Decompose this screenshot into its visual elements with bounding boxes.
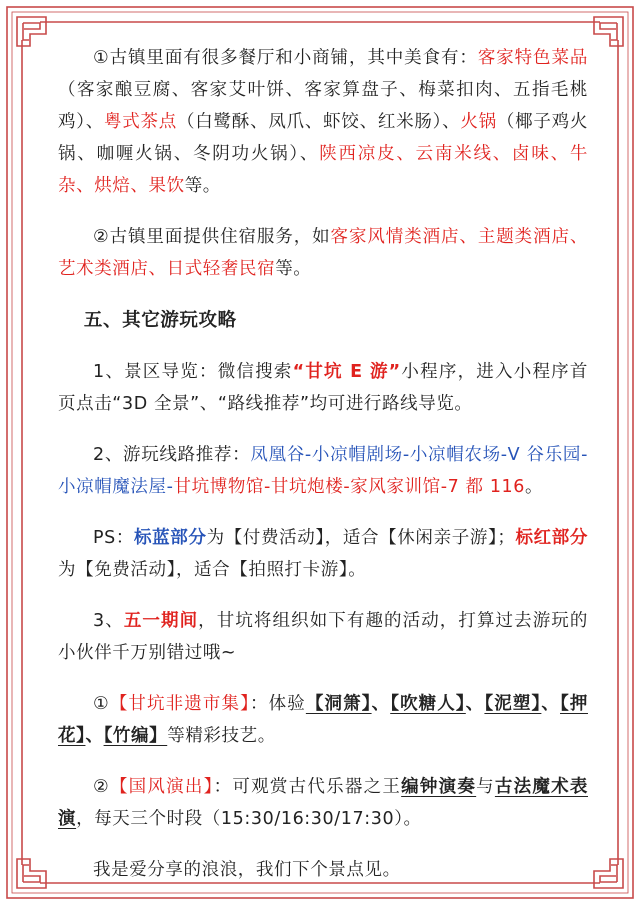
show-paragraph (58, 771, 588, 835)
market-paragraph (58, 688, 588, 752)
craft-separator: 、 (541, 694, 561, 714)
lodging-intro: ②古镇里面提供住宿服务，如 (93, 227, 331, 247)
craft-separator: 、 (371, 694, 391, 714)
ps-paragraph (58, 522, 588, 586)
show-item-chime: 编钟演奏 (401, 777, 477, 797)
show-rest: ，每天三个时段（15:30/16:30/17:30）。 (76, 809, 422, 829)
ps-blue-desc: 为【付费活动】，适合【休闲亲子游】； (206, 528, 516, 548)
mayday-paragraph (58, 605, 588, 669)
mayday-prefix: 3、 (93, 611, 124, 631)
hotpot-highlight: 火锅 (460, 112, 497, 132)
market-number: ① (93, 694, 110, 714)
craft-item: 【押花】 (58, 694, 588, 746)
ps-red-desc: 为【免费活动】，适合【拍照打卡游】。 (58, 560, 367, 580)
corner-ornament-tl (17, 17, 46, 46)
corner-ornament-br (594, 859, 623, 888)
guide-intro: 1、景区导览：微信搜索 (93, 362, 293, 382)
lodging-paragraph (58, 221, 588, 285)
ps-red-label: 标红部分 (515, 528, 588, 548)
market-end: 等精彩技艺。 (167, 726, 276, 746)
food-intro: ①古镇里面有很多餐厅和小商铺，其中美食有： (93, 48, 478, 68)
craft-separator: 、 (465, 694, 485, 714)
closing-paragraph: 我是爱分享的浪浪，我们下个景点见。 (93, 860, 401, 880)
show-item-magic: 古法魔术表演 (58, 777, 588, 829)
show-join: 与 (476, 777, 495, 797)
mayday-rest: ，甘坑将组织如下有趣的活动，打算过去游玩的小伙伴千万别错过哦~ (58, 611, 588, 663)
mayday-highlight: 五一期间 (123, 611, 199, 631)
snacks-highlight: 陕西凉皮、云南米线、卤味、牛杂、烘焙、果饮 (58, 144, 588, 196)
cantonese-tea-highlight: 粤式茶点 (104, 112, 178, 132)
corner-ornament-tr (594, 17, 623, 46)
show-intro: ：可观赏古代乐器之王 (213, 777, 402, 797)
lodging-end: 等。 (275, 259, 312, 279)
article-body (58, 42, 588, 886)
section-heading: 五、其它游玩攻略 (83, 310, 237, 331)
market-title: 【甘坑非遗市集】 (109, 694, 250, 714)
craft-separator: 、 (85, 726, 104, 746)
craft-item: 【竹编】 (103, 726, 168, 746)
hakka-dishes-list: （客家酿豆腐、客家艾叶饼、客家算盘子、梅菜扣肉、五指毛桃鸡）、 (58, 80, 588, 132)
show-number: ② (93, 777, 110, 797)
hotpot-list: （椰子鸡火锅、咖喱火锅、冬阴功火锅）、 (58, 112, 589, 164)
hotels-highlight: 客家风情类酒店、主题类酒店、艺术类酒店、日式轻奢民宿 (58, 227, 588, 279)
food-paragraph (58, 42, 588, 202)
ps-blue-label: 标蓝部分 (134, 528, 207, 548)
miniprogram-name: “甘坑 E 游” (292, 362, 401, 382)
guide-paragraph (58, 356, 588, 420)
guide-rest: 小程序，进入小程序首页点击“3D 全景”、“路线推荐”均可进行路线导览。 (58, 362, 589, 414)
route-paragraph (58, 439, 588, 503)
craft-item: 【洞箫】 (305, 694, 372, 714)
craft-item: 【泥塑】 (484, 694, 542, 714)
food-end: 等。 (184, 176, 221, 196)
craft-item: 【吹糖人】 (390, 694, 466, 714)
route-free-stops: 甘坑博物馆-甘坑炮楼-家风家训馆-7 都 116 (173, 477, 526, 497)
show-title: 【国风演出】 (109, 777, 214, 797)
market-intro: ：体验 (250, 694, 306, 714)
cantonese-tea-list: （白鹭酥、凤爪、虾饺、红米肠）、 (177, 112, 461, 132)
route-paid-stops: 凤凰谷-小凉帽剧场-小凉帽农场-V 谷乐园-小凉帽魔法屋- (58, 445, 588, 497)
ps-prefix: PS： (93, 528, 135, 548)
hakka-dishes-highlight: 客家特色菜品 (477, 48, 588, 68)
route-label: 2、游玩线路推荐： (93, 445, 251, 465)
corner-ornament-bl (17, 859, 46, 888)
route-end: 。 (525, 477, 544, 497)
